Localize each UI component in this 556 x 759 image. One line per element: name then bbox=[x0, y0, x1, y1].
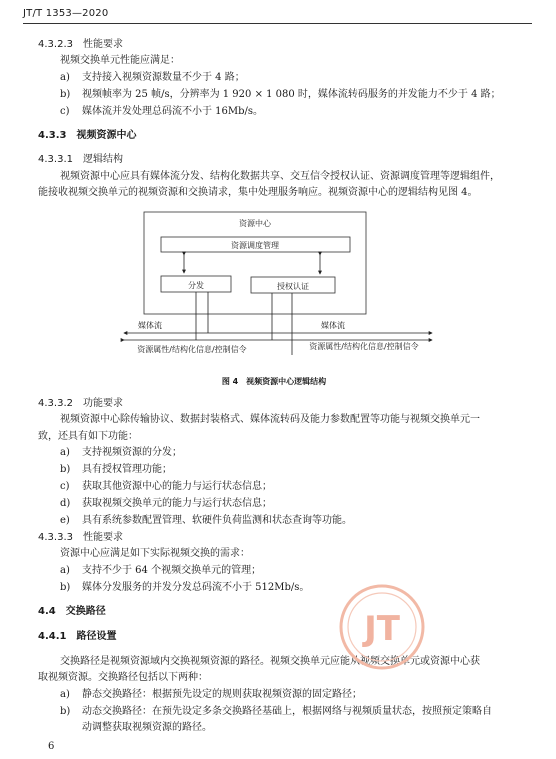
section-4-3-3-2-heading bbox=[38, 397, 123, 410]
section-title: 逻辑结构 bbox=[83, 154, 123, 165]
paragraph-line: 交换路径是视频资源域内交换视频资源的路径。视频交换单元应能从视频交换单元或资源中心获 bbox=[60, 656, 480, 667]
jt-watermark-stamp bbox=[338, 583, 426, 671]
section-number: 4.4.1 bbox=[38, 631, 67, 642]
section-title: 视频资源中心 bbox=[76, 130, 137, 141]
standard-code: JT/T 1353—2020 bbox=[23, 8, 109, 19]
figure-caption: 图 4 视频资源中心逻辑结构 bbox=[221, 377, 327, 386]
section-4-4-1-heading bbox=[38, 630, 116, 643]
page-number: 6 bbox=[48, 741, 55, 752]
section-number: 4.3.3 bbox=[38, 130, 67, 141]
list-item: e) 具有系统参数配置管理、软硬件负荷监测和状态查询等功能。 bbox=[60, 515, 352, 526]
paragraph: 视频交换单元性能应满足： bbox=[60, 55, 180, 66]
media-flow-left-label: 媒体流 bbox=[138, 321, 162, 330]
resource-center-label: 资源中心 bbox=[239, 219, 271, 228]
list-item: a) 支持不少于 64 个视频交换单元的管理； bbox=[60, 565, 262, 576]
section-number: 4.3.3.2 bbox=[38, 398, 73, 409]
list-item: d) 获取视频交换单元的能力与运行状态信息； bbox=[60, 498, 272, 509]
list-item: b) 视频帧率为 25 帧/s，分辨率为 1 920 × 1 080 时，媒体流转码服务的并发能力不少于 4 路； bbox=[60, 89, 501, 100]
list-item-continuation: 动调整获取视频资源的路径。 bbox=[82, 722, 212, 733]
schedule-management-label: 资源调度管理 bbox=[231, 241, 279, 250]
section-number: 4.3.3.1 bbox=[38, 154, 73, 165]
paragraph-line: 能接收视频交换单元的视频资源和交换请求，集中处理服务响应。视频资源中心的逻辑结构见图 4。 bbox=[38, 187, 478, 198]
figure-4-diagram bbox=[0, 0, 556, 370]
section-title: 路径设置 bbox=[76, 631, 117, 642]
paragraph-line: 视频资源中心应具有媒体流分发、结构化数据共享、交互信令授权认证、资源调度管理等逻辑组件， bbox=[60, 171, 500, 182]
signal-left-label: 资源属性/结构化信息/控制信令 bbox=[137, 345, 247, 354]
list-item: b) 媒体分发服务的并发分发总码流不小于 512Mb/s。 bbox=[60, 582, 310, 593]
media-flow-right-label: 媒体流 bbox=[321, 321, 345, 330]
section-4-3-3-3-heading bbox=[38, 531, 123, 544]
section-number: 4.4 bbox=[38, 606, 56, 617]
list-item: a) 支持接入视频资源数量不少于 4 路； bbox=[60, 72, 245, 83]
paragraph: 资源中心应满足如下实际视频交换的需求： bbox=[60, 548, 250, 559]
section-title: 性能要求 bbox=[83, 532, 123, 543]
list-item: a) 支持视频资源的分发； bbox=[60, 447, 182, 458]
paragraph-line: 致，还具有如下功能： bbox=[38, 431, 138, 442]
distribution-label: 分发 bbox=[188, 281, 204, 290]
authorization-label: 授权认证 bbox=[277, 282, 309, 291]
signal-right-label: 资源属性/结构化信息/控制信令 bbox=[309, 342, 419, 351]
svg-text:JT: JT bbox=[364, 609, 400, 649]
list-item: b) 具有授权管理功能； bbox=[60, 464, 172, 475]
section-number: 4.3.3.3 bbox=[38, 532, 73, 543]
paragraph-line: 取视频资源。交换路径包括以下两种： bbox=[38, 672, 208, 683]
section-title: 交换路径 bbox=[65, 606, 106, 617]
section-title: 功能要求 bbox=[83, 398, 123, 409]
list-item: a) 静态交换路径：根据预先设定的规则获取视频资源的固定路径； bbox=[60, 689, 362, 700]
section-number: 4.3.2.3 bbox=[38, 39, 73, 50]
list-item: b) 动态交换路径：在预先设定多条交换路径基础上，根据网络与视频质量状态，按照预定策略自 bbox=[60, 706, 492, 717]
list-item: c) 媒体流并发处理总码流不小于 16Mb/s。 bbox=[60, 106, 264, 117]
section-title: 性能要求 bbox=[83, 39, 123, 50]
paragraph-line: 视频资源中心除传输协议、数据封装格式、媒体流转码及能力参数配置等功能与视频交换单元一 bbox=[60, 414, 480, 425]
list-item: c) 获取其他资源中心的能力与运行状态信息； bbox=[60, 481, 272, 492]
section-4-4-heading bbox=[38, 605, 106, 618]
